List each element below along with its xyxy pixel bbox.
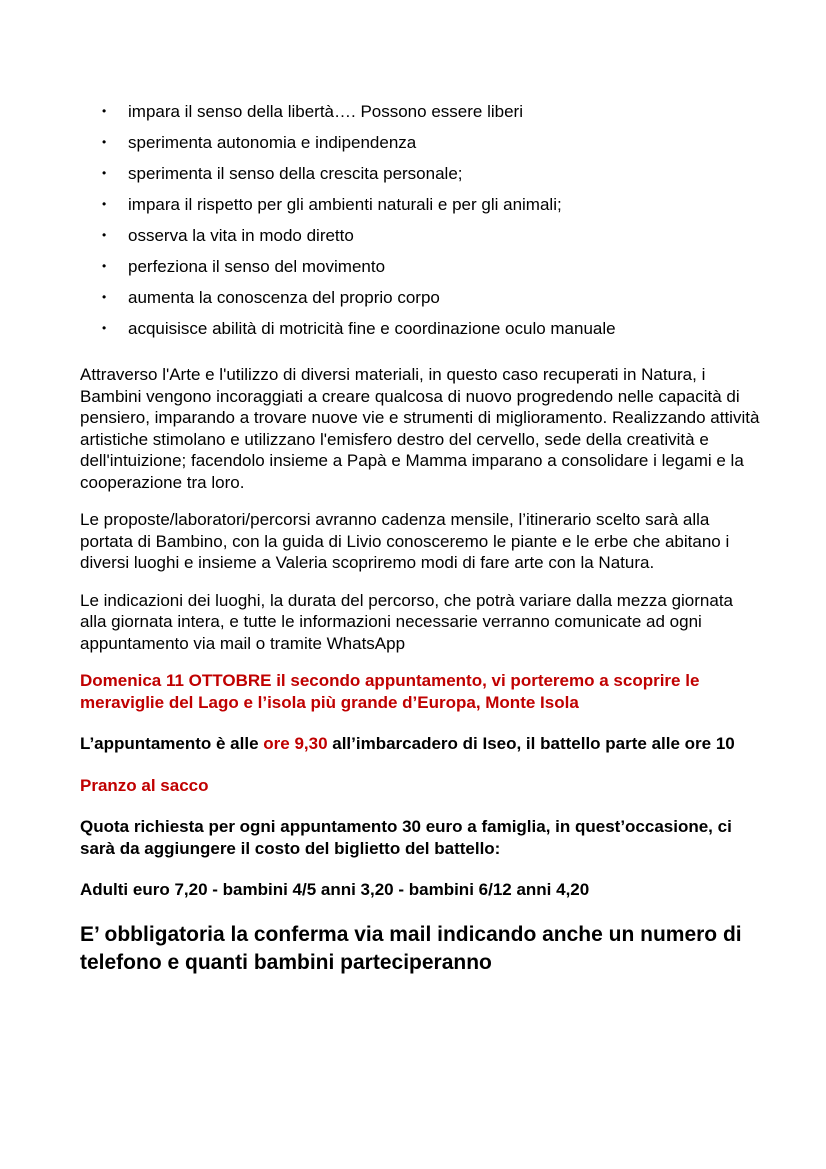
bullet-icon: •	[102, 259, 107, 273]
list-item-text: osserva la vita in modo diretto	[128, 226, 354, 245]
appointment-details	[80, 733, 760, 755]
confirmation-notice: E’ obbligatoria la conferma via mail indicando anche un numero di telefono e quanti bambini parteciperanno	[80, 922, 742, 974]
list-item	[80, 251, 760, 282]
list-item-text: aumenta la conoscenza del proprio corpo	[128, 288, 440, 307]
benefits-list	[80, 96, 760, 344]
bullet-icon: •	[102, 228, 107, 242]
list-item	[80, 158, 760, 189]
list-item	[80, 313, 760, 344]
list-item	[80, 282, 760, 313]
bullet-icon: •	[102, 135, 107, 149]
list-item-text: acquisisce abilità di motricità fine e coordinazione oculo manuale	[128, 319, 616, 338]
bullet-icon: •	[102, 104, 107, 118]
ticket-prices: Adulti euro 7,20 - bambini 4/5 anni 3,20 - bambini 6/12 anni 4,20	[80, 880, 590, 899]
lunch-note: Pranzo al sacco	[80, 775, 209, 795]
bullet-icon: •	[102, 166, 107, 180]
list-item-text: sperimenta autonomia e indipendenza	[128, 133, 417, 152]
fee-info: Quota richiesta per ogni appuntamento 30 euro a famiglia, in quest’occasione, ci sarà da aggiungere il costo del biglietto del battello:	[80, 817, 732, 858]
appointment-time: ore 9,30	[263, 734, 328, 753]
bullet-icon: •	[102, 321, 107, 335]
list-item	[80, 127, 760, 158]
page-content	[80, 96, 760, 977]
list-item-text: sperimenta il senso della crescita personale;	[128, 164, 463, 183]
event-title: Domenica 11 OTTOBRE il secondo appuntamento, vi porteremo a scoprire le meraviglie del Lago e l’isola più grande d’Europa, Monte Isola	[80, 671, 700, 712]
list-item-text: impara il rispetto per gli ambienti naturali e per gli animali;	[128, 195, 562, 214]
bullet-icon: •	[102, 197, 107, 211]
appointment-text-after: all’imbarcadero di Iseo, il battello parte alle ore 10	[327, 734, 735, 753]
list-item-text: perfeziona il senso del movimento	[128, 257, 386, 276]
bullet-icon: •	[102, 290, 107, 304]
paragraph-info: Le indicazioni dei luoghi, la durata del percorso, che potrà variare dalla mezza giornata alla giornata intera, e tutte le informazioni necessarie verranno comunicate ad ogni appuntamento via mail o tramite WhatsApp	[80, 590, 733, 653]
list-item-text: impara il senso della libertà…. Possono essere liberi	[128, 102, 523, 121]
list-item	[80, 189, 760, 220]
paragraph-art-nature: Attraverso l'Arte e l'utilizzo di diversi materiali, in questo caso recuperati in Natura, i Bambini vengono incoraggiati a creare qualcosa di nuovo progredendo nelle capacità di pensiero, imparando a trovare nuove vie e strumenti di miglioramento. Realizzando attività artistiche stimolano e utilizzano l'emisfero destro del cervello, sede della creatività e dell'intuizione; facendolo insieme a Papà e Mamma imparano a consolidare i legami e la cooperazione tra loro.	[80, 365, 760, 492]
list-item	[80, 96, 760, 127]
list-item	[80, 220, 760, 251]
paragraph-schedule: Le proposte/laboratori/percorsi avranno cadenza mensile, l’itinerario scelto sarà alla portata di Bambino, con la guida di Livio conosceremo le piante e le erbe che abitano i diversi luoghi e insieme a Valeria scopriremo modi di fare arte con la Natura.	[80, 510, 730, 572]
appointment-text-before: L’appuntamento è alle	[80, 734, 264, 753]
